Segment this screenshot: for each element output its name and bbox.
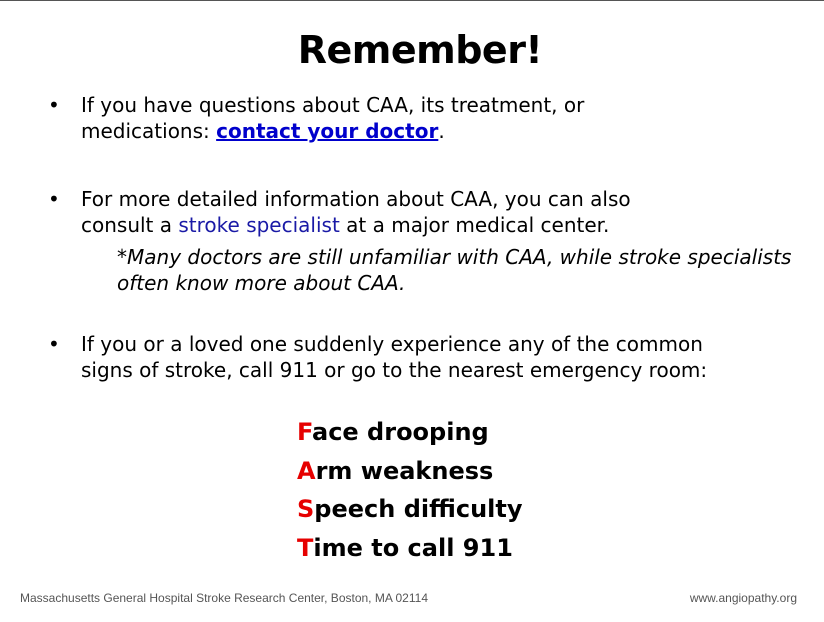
bullet-contact-doctor [81,92,811,144]
bullet-dot: • [48,332,60,356]
bullet-line: If you have questions about CAA, its treatment, or [81,93,585,117]
bullet-line [81,212,811,238]
bullet-stroke-specialist [81,186,811,238]
fast-item-arm [297,452,523,491]
footer-website: www.angiopathy.org [689,591,797,605]
bullet-stroke-signs [81,331,811,383]
specialist-note: *Many doctors are still unfamiliar with CAA, while stroke specialists often know more about CAA. [117,245,792,295]
fast-rest: rm weakness [315,456,494,485]
fast-rest: peech difficulty [314,495,523,523]
bullet-line: signs of stroke, call 911 or go to the nearest emergency room: [81,358,708,382]
slide-title: Remember! [297,28,543,72]
fast-item-speech [297,490,523,529]
fast-item-face [297,413,523,452]
top-border [0,0,824,1]
fast-letter: F [297,418,312,446]
fast-letter: A [297,456,316,485]
fast-letter: S [297,495,315,523]
bullet-dot: • [48,187,60,211]
bullet-dot: • [48,93,60,117]
bullet-line: For more detailed information about CAA, you can also [81,187,631,211]
fast-item-time [297,529,523,568]
bullet-line [81,118,811,144]
fast-acronym-list [297,413,523,567]
contact-doctor-link[interactable]: contact your doctor [216,119,439,143]
bullet-line-suffix: at a major medical center. [339,213,610,237]
footer-institution: Massachusetts General Hospital Stroke Research Center, Boston, MA 02114 [20,591,428,605]
fast-rest: ime to call 911 [313,533,513,562]
bullet-line-suffix: . [438,119,445,143]
bullet-line-prefix: consult a [81,213,179,237]
bullet-line: If you or a loved one suddenly experience any of the common [81,332,703,356]
stroke-specialist-link[interactable]: stroke specialist [178,213,340,237]
fast-rest: ace drooping [312,418,489,446]
bullet-line-prefix: medications: [81,119,217,143]
fast-letter: T [297,533,314,562]
